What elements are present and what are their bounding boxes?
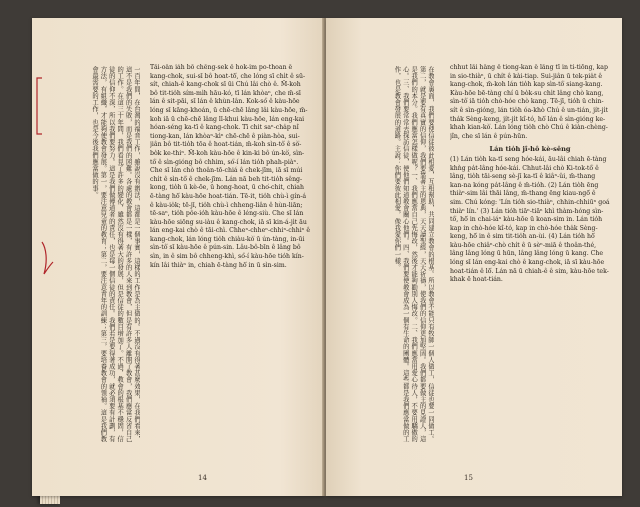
section-heading: Lán tio̍h jî-hô kè-sêng: [489, 145, 571, 154]
right-romanized-text-continued: (1) Lán tio̍h ka-tī seng hóe-kái, āu-lâi chiah ē-tàng khǹg pa̍t-lâng hóe-kái. Chhut-lâi chò Ki-tok-tô͘ ê lâng, tio̍h tāi-seng sè-jī ka-tī ê kiâⁿ-ûi, m̄-thang kan-na kóng pa̍t-lâng ê m̄-tio̍h. (2) Lán tio̍h ēng thiàⁿ-sim lâi thāi lâng, m̄-thang ēng kiau-ngō͘ ê sim. Chú kóng: 'Lín tio̍h sio-thiàⁿ, chhin-chhiūⁿ goá thiàⁿ lín.' (3) Lán tio̍h tiāⁿ-tiāⁿ khì thàm-hóng sìn-tô͘, hō͘ in chai-iáⁿ kàu-hōe ū koan-sim in. Lán tio̍h kap in chò-hóe kî-tó, kap in chò-hóe tha̍k Sèng-keng, hō͘ in ê sim tit-tio̍h an-ùi. (4) Lán tio̍h hō͘ kàu-hōe chiâⁿ-chò chi̍t ê ū sèⁿ-miā ê thoân-thé, lâng lâng lóng ū hūn, lâng lâng lóng ū kang. Che lóng sī lán eng-kai chò ê kang-chok, iā sī kàu-hōe hoat-tián ê lō͘. Lán nā ū chiah-ê ê sim, kàu-hōe tek-khak ē hoat-tián.: [450, 155, 610, 284]
right-page: [326, 18, 622, 496]
left-romanized-column: [150, 64, 310, 452]
right-romanized-text: chhut lâi hâng ê tiong-kan ê lâng tī in ti-tiōng, kap in sio-thiàⁿ, ū chi̍t ê kài-tiap. Sui-jiân ū tek-pia̍t ê kang-chok, m̄-koh lán tio̍h kap sìn-tô͘ siang-kang. Kàu-hōe bē-tàng chí ū bo̍k-su chi̍t lâng chò kang, sìn-tô͘ iā tio̍h chò-hóe chò kang. Tē-jī, tio̍h ū chin-si̍t ê sìn-gióng, lán tio̍h óa-khò Chú ê un-tián, ji̍t-ji̍t tha̍k Sèng-keng, ji̍t-ji̍t kî-tó, hō͘ lán ê sìn-gióng ke-khah kian-kò͘. Lán lóng tio̍h chò Chú ê kiàn-chèng-jîn, che sī lán ê pún-hūn.: [450, 64, 608, 140]
right-romanized-column: [450, 64, 610, 454]
left-romanized-text: Tâi-oân iáh bô chêng-sek ê hok-im po-thoan ê kang-chok, sui-sī bô hoat-tō͘, che lóng sī chi̍t ê sū-si̍t, chiah-ê kang-chok sī ūi Chú lâi chò ê. M̄-koh bô tit-tio̍h sím-mi̍h hāu-kó, tī lán khòaⁿ, che m̄-sī lán ê sit-pāi, sī lán ê khùn-lân. Kok-só͘ ê kàu-hōe lóng sī kāng-khoán, ū chē-chē lâng lâi kàu-hōe, m̄-koh iā ū chē-chē lâng lī-khui kàu-hōe, lán eng-kai hóan-séng ka-tī ê kang-chok. Tī chit saⁿ-cha̍p nî tiong-kan, lán khòaⁿ-kìⁿ chē-chē ê piàn-hòa, sui-jiân bô tit-tio̍h tōa ê hoat-tián, m̄-koh sìn-tô͘ ê sò͘-bo̍k ke-thiⁿ. M̄-koh kàu-hōe ê kin-ki bô ún-kò͘, sìn-tô͘ ê sìn-gióng bô chhim, só͘-í lán tio̍h phah-piàⁿ. Che sī lán chò thoân-tō-chiá ê chek-jīm, iā sī múi chi̍t ê sìn-tô͘ ê chek-jīm. Lán nā beh tit-tio̍h sêng-kong, tio̍h ū kè-ōe, ū hong-hoat, ū cho͘-chit, chiah ē-tàng hō͘ kàu-hōe hoat-tián. Tē-it, tio̍h chù-ì gín-á ê kàu-io̍k; tē-jī, tio̍h chù-ì chheng-liân ê hùn-liān; tē-saⁿ, tio̍h pôe-io̍h kàu-hōe ê léng-siù. Che sī lán kàu-hōe siōng su-iàu ê kang-chok, iā sī kin-á-ji̍t āu lán eng-kai chò ê tāi-chì. Chheⁿ-chheⁿ-chhiⁿ-chhiⁿ ê kang-chok, lán lóng tio̍h chiàu-kò͘ ū ún-tàng, in-ūi sìn-tô͘ sī kàu-hōe ê pún-sin. Lâu-bô-bīn ê lâng bô sìn, in ê sim bô chheng-khì, só͘-í kàu-hōe tio̍h kín-kín lâi thiàⁿ in, chiah ē-tàng hō͘ in ū sìn-sim.: [150, 64, 310, 269]
left-chinese-column: 一百年間，在台灣的福音工作，雖說沒有辦法，這都是一個事實，這樣的工作是為主做的。不過沒有得著甚麼效果，在我們看來，這不是我們的失敗，而是我們的困難。各處的教會都是一樣，有許多的人來到教會，但是有許多人離開了教會，我們應當反省自己的工作。在這三十年間，我們看見了許多的變化，雖然沒有得著大的發展，但是信徒的數目增加了。不過，教會的根基不穩固，信徒的信仰不深，所以我們要努力。這是我們做傳道者的責任，也是每一個信徒的責任。我們若是要得著成功，就必須要有計劃，有方法，有組織，才能夠使教會發展。第一，要注意兒童的教育；第二，要注意青年的訓練；第三，要培養教會的領袖。這是我們教會最需要的工作，也是今後我們應當做的事。: [90, 66, 140, 443]
red-bracket-mark: [34, 76, 44, 136]
right-page-number: 15: [464, 474, 473, 482]
left-page-number: 14: [198, 474, 207, 482]
right-chinese-column: 在教會裏面，我們要使信徒彼此相愛，互相幫助，共同建立教會的根基。所以教會不能只有牧師一個人做工，信徒也要一同做工。第二，就是要有真實的信仰，我們要靠著主的恩典，天天讀聖經，天天祈禱，使我們的信仰更加堅固。我們都要做主的見證人，這是我們的本分。我們應當怎樣做呢？一、我們應當自己先悔改，然後才能夠勸別人悔改。二、我們應當用愛心待人，不要用驕傲的心。三、我們要常常去探訪信徒，使他們知道教會關心他們。四、我們要使教會成為一個有生命的團體。這些都是我們應當做的工作，也是教會發展的道路。主說：你們要彼此相愛，像我愛你們一樣。: [393, 66, 434, 443]
open-book: [26, 18, 626, 496]
left-page: [32, 18, 324, 496]
